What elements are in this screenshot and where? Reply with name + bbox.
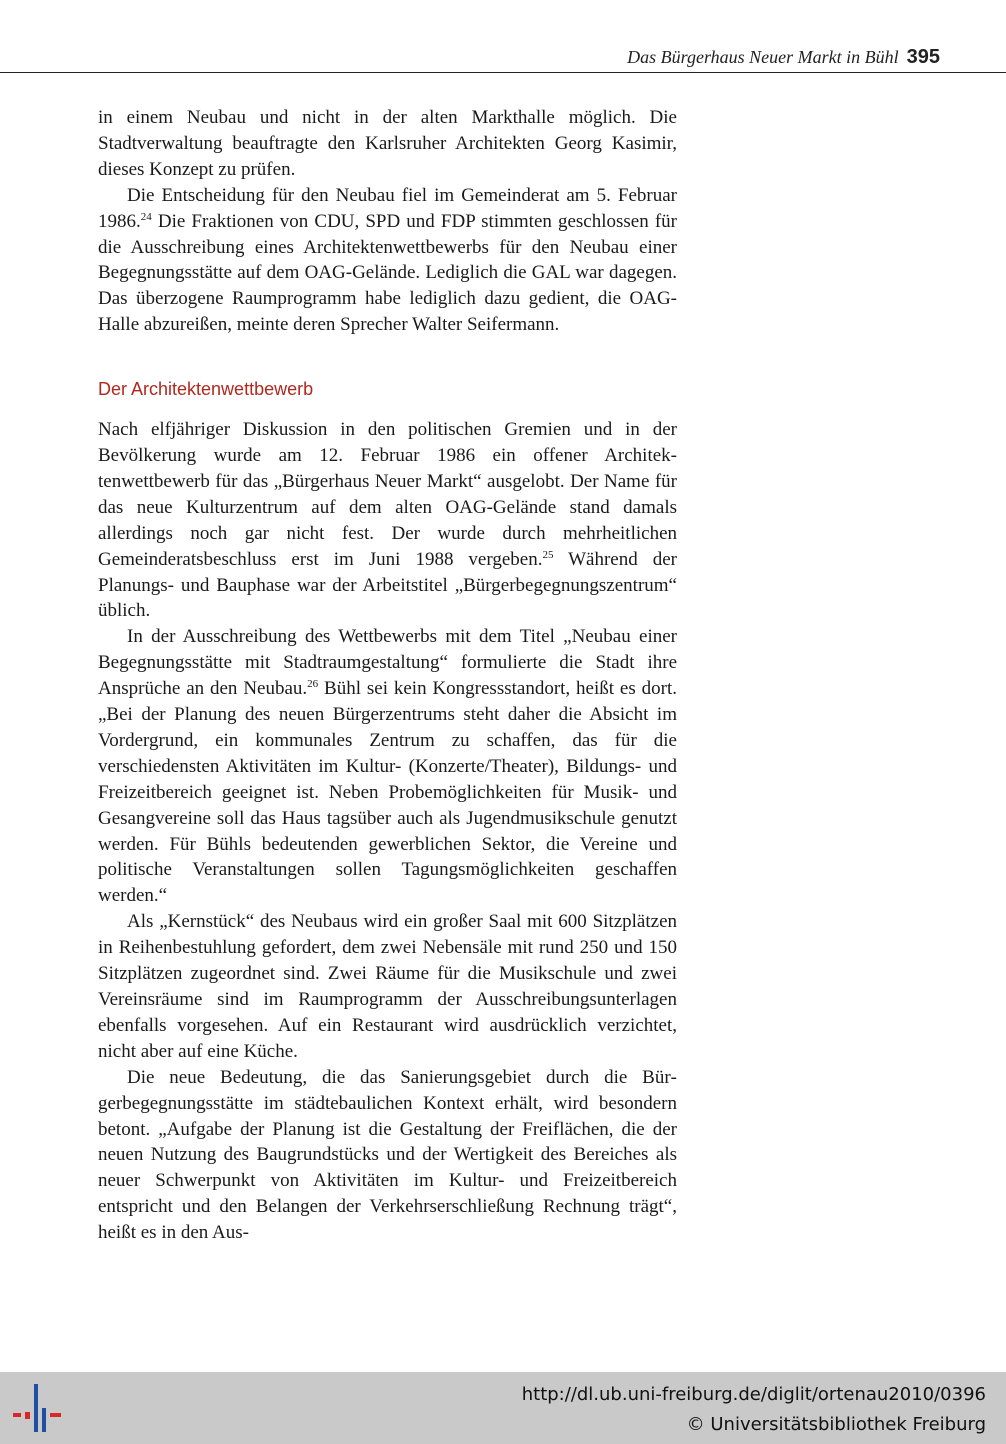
paragraph-2-part-b: Die Fraktionen von CDU, SPD und FDP stimmten geschlossen für die Ausschreibung eines Architektenwettbewerbs für den Neubau einer Begegnungsstätte auf dem OAG-Gelände. Lediglich die GAL war dagegen. Das überzogene Raumprogramm habe lediglich dazu gedient, die OAG-Halle abzureißen, meinte deren Sprecher Walter Seifermann. [98,210,677,336]
paragraph-6: Die neue Bedeutung, die das Sanierungsgebiet durch die Bürgerbegegnungsstätte im städtebaulichen Kontext erhält, wird besondern betont. „Aufgabe der Planung ist die Gestaltung der Freiflächen, die der neuen Nutzung des Baugrundstücks und der Wertigkeit des Bereiches als neuer Schwerpunkt von Aktivitäten im Kultur- und Freizeitbereich entspricht und den Belangen der Verkehrserschließung Rechnung trägt“, heißt es in den Aus- [98,1066,677,1244]
running-header [0,46,940,72]
header-rule [0,72,1006,73]
page-number: 395 [906,46,940,68]
footnote-ref-26[interactable]: 26 [307,678,319,691]
footnote-ref-24[interactable]: 24 [140,210,152,223]
footer-bar [0,1372,1006,1444]
section-heading: Der Architektenwettbewerb [98,379,314,400]
ub-freiburg-logo-icon [12,1382,64,1434]
running-title: Das Bürgerhaus Neuer Markt in Bühl [627,47,899,67]
paragraph-2 [98,183,677,338]
source-url-link[interactable]: http://dl.ub.uni-freiburg.de/diglit/ortenau2010/0396 [521,1384,986,1405]
paragraph-4 [98,624,677,909]
paragraph-2-part-a: Die Entscheidung für den Neubau fiel im Gemeinderat am 5. Februar 1986. [98,184,677,232]
footnote-ref-25[interactable]: 25 [542,548,554,561]
paragraph-3-part-a: Nach elfjähriger Diskussion in den politischen Gremien und in der Bevölkerung wurde am 12. Februar 1986 ein offener Architektenwettbewerb für das „Bürgerhaus Neuer Markt“ ausgelobt. Der Name für das neue Kulturzentrum auf dem alten OAG-Gelände stand damals allerdings noch gar nicht fest. Der wurde durch mehrheitlichen Gemeinderatsbeschluss erst im Juni 1988 vergeben. [98,419,677,570]
paragraph-3 [98,417,677,624]
paragraph-4-part-b: Bühl sei kein Kongressstandort, heißt es dort. „Bei der Planung des neuen Bürgerzentrums steht daher die Absicht im Vordergrund, ein kommunales Zentrum zu schaffen, das für die verschiedensten Aktivitäten im Kultur- (Konzerte/Theater), Bildungs- und Freizeitbereich geeignet ist. Neben Probemöglichkeiten für Musik- und Gesangvereine soll das Haus tagsüber auch als Jugendmusikschule genutzt werden. Für Bühls bedeutenden gewerblichen Sektor, die Vereine und politische Veranstaltungen sollen Tagungsmöglichkeiten geschaffen werden.“ [98,678,677,907]
paragraph-1: in einem Neubau und nicht in der alten Markthalle möglich. Die Stadtverwaltung beauftragte den Karlsruher Architekten Georg Kasimir, dieses Konzept zu prüfen. [98,107,677,180]
paragraph-3-part-b: Während der Planungs- und Bauphase war der Arbeitstitel „Bürgerbegegnungszentrum“ üblich. [98,548,677,622]
paragraph-5: Als „Kernstück“ des Neubaus wird ein großer Saal mit 600 Sitzplätzen in Reihenbestuhlung gefordert, dem zwei Nebensäle mit rund 250 und 150 Sitzplätzen zugeordnet sind. Zwei Räume für die Musikschule und zwei Vereinsräume sind im Raumprogramm der Ausschreibungsunterlagen ebenfalls vorgesehen. Auf ein Restaurant wird ausdrücklich verzichtet, nicht aber auf eine Küche. [98,911,677,1062]
article-body [98,105,677,1246]
paragraph-4-part-a: In der Ausschreibung des Wettbewerbs mit dem Titel „Neubau einer Begegnungsstätte mit Stadtraumgestaltung“ formulierte die Stadt ihre Ansprüche an den Neubau. [98,626,677,700]
copyright-notice: © Universitätsbibliothek Freiburg [686,1414,986,1435]
